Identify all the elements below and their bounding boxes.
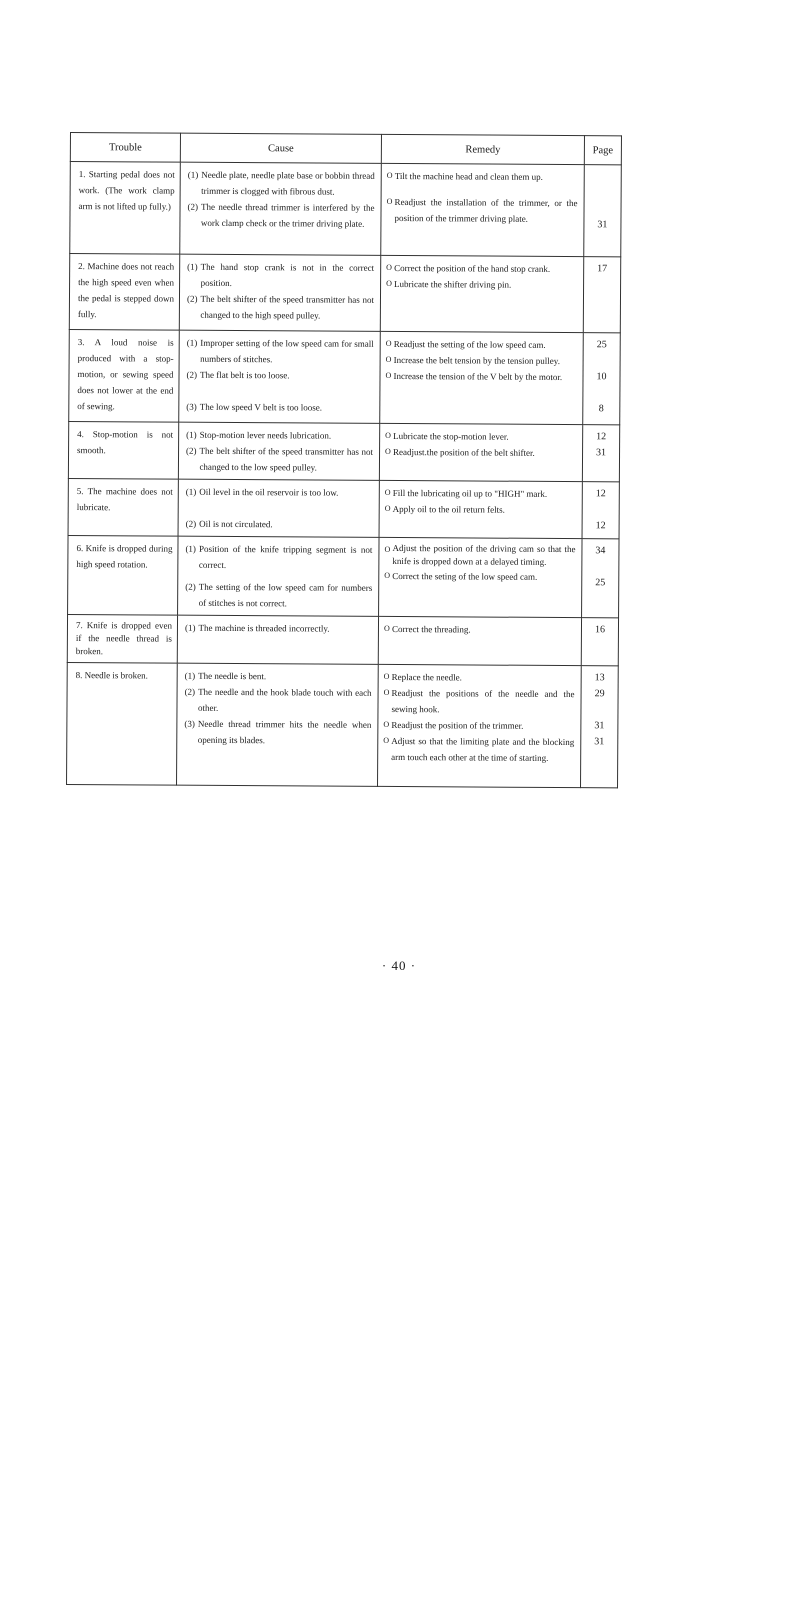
page-ref: 34 (595, 545, 606, 557)
circle-bullet-icon: O (384, 570, 391, 580)
cause-number: (1) (184, 670, 196, 681)
cause-text: The low speed V belt is too loose. (199, 401, 323, 413)
header-remedy: Remedy (381, 134, 584, 164)
remedy-text: Readjust the setting of the low speed cam. (393, 338, 546, 350)
cause-text: The machine is threaded incorrectly. (198, 622, 330, 634)
circle-bullet-icon: O (384, 544, 391, 554)
circle-bullet-icon: O (383, 687, 390, 697)
trouble-cell: 5. The machine does not lubricate. (68, 478, 178, 536)
page-ref: 12 (595, 488, 606, 500)
trouble-cell: 8. Needle is broken. (67, 662, 178, 785)
cause-number: (1) (185, 486, 197, 497)
table-header-row (70, 133, 621, 165)
cause-text: Improper setting of the low speed cam for small numbers of stitches. (200, 337, 374, 365)
cause-cell (180, 162, 382, 255)
trouble-cell: 7. Knife is dropped even if the needle thread is broken. (67, 614, 177, 663)
cause-number: (2) (186, 445, 197, 456)
cause-text: Needle plate, needle plate base or bobbin thread trimmer is clogged with fibrous dust. (201, 169, 375, 197)
troubleshooting-table-wrapper (70, 132, 622, 785)
circle-bullet-icon: O (385, 446, 391, 456)
page-ref: 17 (597, 263, 608, 275)
cause-number: (2) (185, 518, 197, 529)
remedy-text: Fill the lubricating oil up to "HIGH" mark. (392, 487, 548, 499)
cause-number: (2) (186, 293, 198, 304)
cause-cell (177, 663, 379, 786)
remedy-cell (380, 255, 583, 332)
cause-text: The setting of the low speed cam for numbers of stitches is not correct. (198, 581, 373, 609)
remedy-cell (379, 480, 582, 538)
table-row (70, 162, 622, 257)
page-ref: 25 (596, 339, 607, 351)
cause-text: Oil is not circulated. (199, 518, 273, 530)
page-ref: 16 (594, 624, 606, 636)
page-ref: 12 (596, 431, 607, 443)
cause-cell (178, 536, 379, 616)
page-ref: 13 (594, 672, 605, 684)
remedy-cell (378, 616, 581, 665)
circle-bullet-icon: O (386, 170, 393, 180)
remedy-text: Tilt the machine head and clean them up. (394, 170, 543, 182)
cause-cell (178, 479, 379, 537)
cause-number: (1) (186, 429, 197, 440)
page-cell (582, 539, 619, 618)
page-cell (583, 333, 621, 425)
header-cause: Cause (180, 133, 381, 163)
cause-text: The needle and the hook blade touch with each other. (197, 686, 372, 713)
remedy-text: Lubricate the stop-motion lever. (393, 430, 509, 442)
cause-text: The needle thread trimmer is interfered by the work clamp check or the trimer driving plate. (200, 201, 375, 229)
remedy-text: Adjust so that the limiting plate and the blocking arm touch each other at the time of starting. (391, 735, 575, 763)
cause-text: The needle is bent. (198, 670, 267, 682)
circle-bullet-icon: O (383, 671, 390, 681)
table-row (69, 254, 620, 333)
cause-text: Position of the knife tripping segment is not correct. (198, 543, 373, 570)
cause-cell (179, 254, 380, 331)
page-cell (584, 165, 622, 257)
circle-bullet-icon: O (385, 430, 391, 440)
circle-bullet-icon: O (383, 719, 390, 729)
remedy-cell (381, 163, 585, 256)
page-number: · 40 · (381, 958, 417, 973)
cause-cell (179, 330, 381, 423)
remedy-text: Correct the position of the hand stop crank. (394, 262, 551, 274)
cause-text: Stop-motion lever needs lubrication. (199, 429, 332, 441)
page-ref: 10 (596, 371, 607, 383)
page-ref: 31 (594, 720, 605, 732)
page-ref: 31 (594, 736, 605, 748)
remedy-text: Adjust the position of the driving cam so that the knife is dropped down at a delayed timing. (392, 542, 576, 567)
cause-number: (1) (186, 337, 198, 348)
remedy-text: Correct the threading. (391, 623, 471, 635)
cause-number: (1) (184, 622, 196, 633)
trouble-cell: 6. Knife is dropped during high speed rotation. (68, 535, 178, 615)
remedy-text: Replace the needle. (391, 671, 462, 683)
circle-bullet-icon: O (386, 262, 392, 272)
cause-number: (2) (186, 369, 198, 380)
cause-text: The flat belt is too loose. (199, 369, 290, 381)
cause-text: The belt shifter of the speed transmitter has not changed to the high speed pulley. (200, 293, 375, 321)
trouble-cell: 3. A loud noise is produced with a stop-motion, or sewing speed does not lower at the end of sewing. (69, 329, 180, 422)
table-row (68, 478, 619, 538)
circle-bullet-icon: O (383, 735, 390, 745)
remedy-cell (379, 537, 582, 617)
cause-number: (2) (185, 581, 196, 592)
cause-text: Oil level in the oil reservoir is too low. (199, 486, 339, 498)
page-cell (583, 257, 620, 333)
cause-number: (2) (187, 201, 199, 212)
remedy-text: Readjust the installation of the trimmer, or the position of the trimmer driving plate. (394, 196, 578, 224)
trouble-cell: 1. Starting pedal does not work. (The work clamp arm is not lifted up fully.) (70, 162, 181, 255)
table-row (68, 421, 619, 481)
page-ref: 29 (594, 688, 605, 700)
cause-cell (178, 422, 379, 480)
page-ref: 12 (595, 520, 606, 532)
table-row (67, 614, 618, 665)
cause-number: (3) (184, 718, 195, 729)
circle-bullet-icon: O (385, 338, 392, 348)
circle-bullet-icon: O (384, 503, 391, 513)
trouble-cell: 2. Machine does not reach the high speed even when the pedal is stepped down fully. (69, 254, 179, 331)
circle-bullet-icon: O (386, 196, 393, 206)
page-cell (582, 482, 619, 539)
page-cell (581, 666, 619, 788)
remedy-text: Lubricate the shifter driving pin. (394, 278, 512, 290)
page-cell (581, 618, 618, 666)
table-row (69, 329, 621, 424)
page-cell (582, 425, 619, 482)
remedy-text: Increase the belt tension by the tension pulley. (393, 354, 561, 366)
remedy-text: Apply oil to the oil return felts. (392, 503, 505, 515)
remedy-text: Increase the tension of the V belt by the motor. (393, 370, 563, 383)
cause-number: (1) (187, 261, 198, 272)
page-ref: 31 (597, 219, 608, 231)
cause-number: (2) (184, 686, 196, 697)
trouble-cell: 4. Stop-motion is not smooth. (68, 421, 178, 479)
page-ref: 8 (598, 403, 604, 415)
cause-text: The belt shifter of the speed transmitter has not changed to the low speed pulley. (199, 445, 374, 473)
cause-number: (1) (185, 543, 196, 554)
remedy-cell (379, 423, 582, 481)
remedy-cell (380, 331, 584, 424)
header-page: Page (584, 136, 621, 165)
circle-bullet-icon: O (383, 623, 390, 633)
remedy-text: Readjust.the position of the belt shifter. (393, 446, 535, 458)
circle-bullet-icon: O (386, 278, 392, 288)
page-ref: 31 (596, 447, 607, 459)
troubleshooting-table (66, 132, 622, 788)
circle-bullet-icon: O (385, 370, 392, 380)
cause-number: (1) (187, 169, 199, 180)
circle-bullet-icon: O (384, 487, 391, 497)
remedy-cell (378, 664, 582, 787)
cause-number: (3) (186, 401, 197, 412)
cause-text: Needle thread trimmer hits the needle when opening its blades. (197, 718, 372, 746)
cause-cell (177, 615, 378, 664)
circle-bullet-icon: O (385, 354, 392, 364)
table-row (68, 535, 619, 617)
remedy-text: Correct the seting of the low speed cam. (392, 570, 538, 582)
remedy-text: Readjust the positions of the needle and the sewing hook. (391, 687, 575, 715)
page-ref: 25 (595, 577, 606, 589)
header-trouble: Trouble (70, 133, 180, 163)
table-row (67, 662, 619, 787)
cause-text: The hand stop crank is not in the correct position. (200, 261, 375, 288)
remedy-text: Readjust the position of the trimmer. (391, 719, 524, 731)
